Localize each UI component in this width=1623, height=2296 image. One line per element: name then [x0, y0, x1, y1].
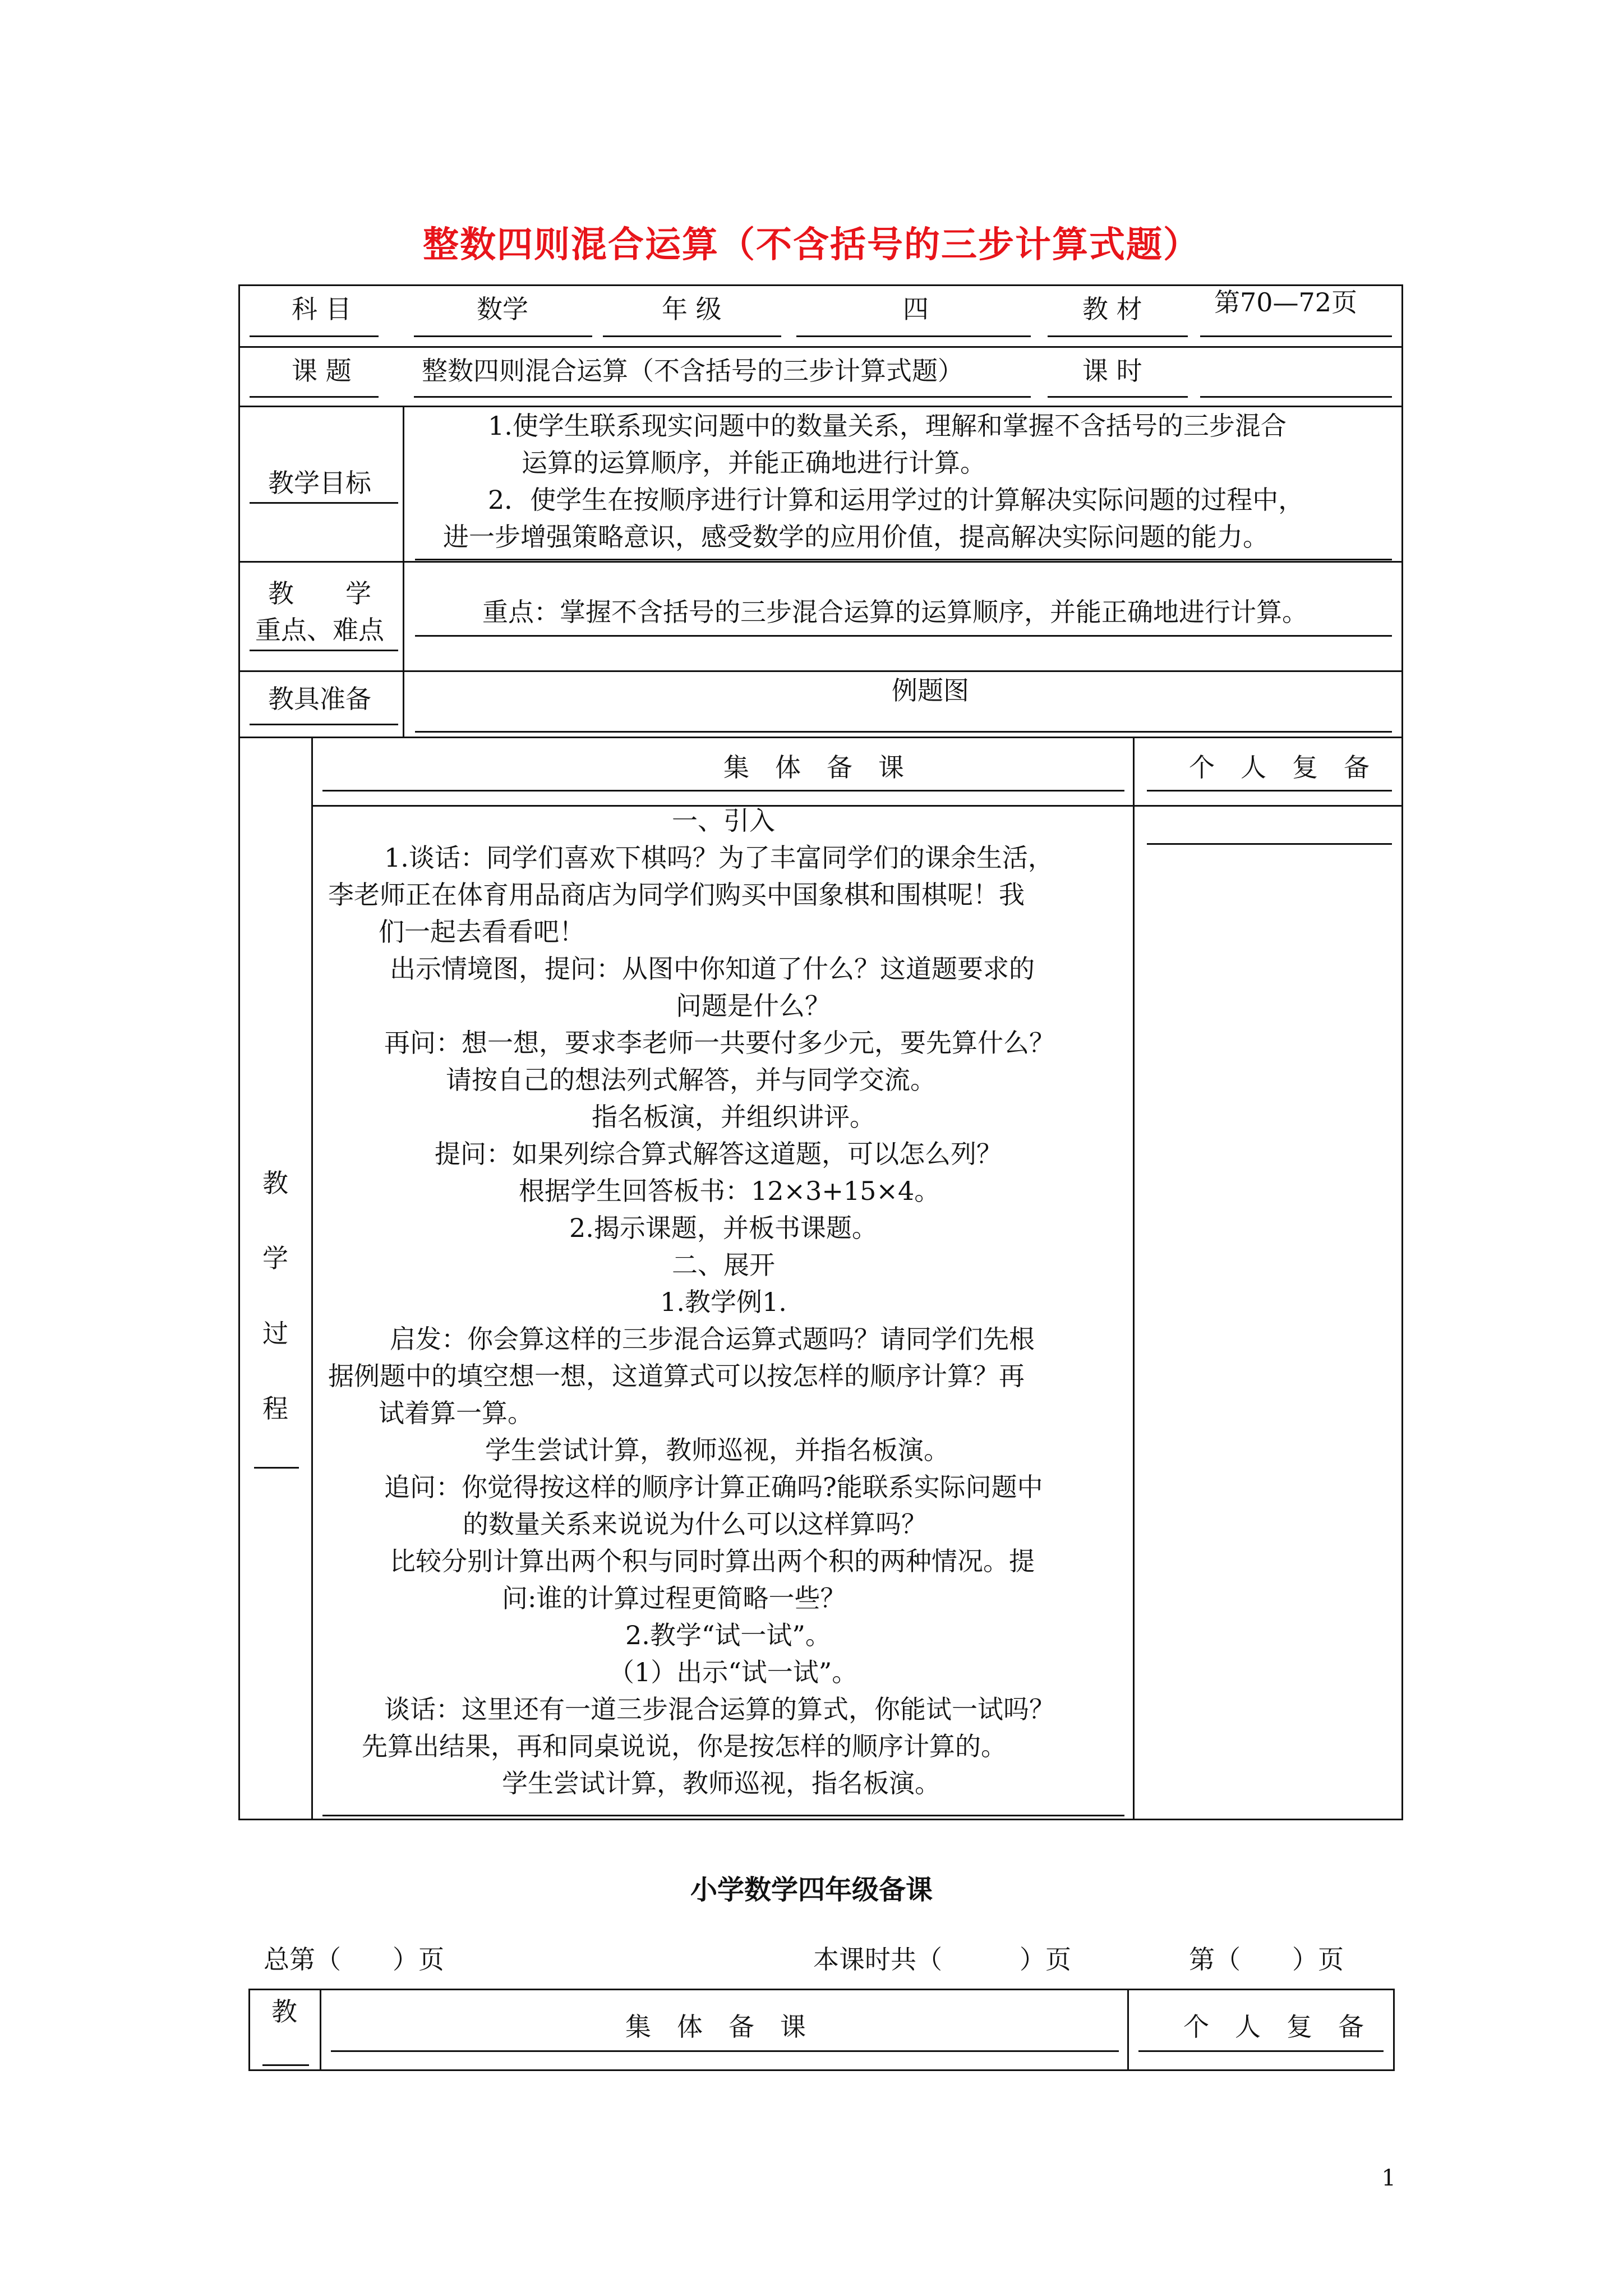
process-line: 们一起去看看吧！ — [379, 917, 585, 947]
process-line: 二、展开 — [672, 1250, 775, 1280]
lesson-pages: 本课时共（ ）页 — [813, 1944, 1071, 1975]
process-line: 问:谁的计算过程更简略一些？ — [502, 1583, 846, 1613]
process-line: 再问：想一想，要求李老师一共要付多少元，要先算什么？ — [384, 1028, 1055, 1058]
process-side-label: 学 — [262, 1243, 288, 1273]
table2-col-personal: 个 人 复 备 — [1183, 2012, 1364, 2042]
process-line: 提问：如果列综合算式解答这道题，可以怎么列？ — [435, 1139, 1002, 1169]
process-line: 1.谈话：同学们喜欢下棋吗？为了丰富同学们的课余生活， — [384, 843, 1054, 873]
process-text — [322, 802, 1124, 1802]
subject-value: 数学 — [477, 294, 528, 324]
hours-label: 课 时 — [1082, 356, 1142, 386]
process-col-personal: 个 人 复 备 — [1189, 752, 1370, 783]
process-line: 请按自己的想法列式解答，并与同学交流。 — [446, 1065, 936, 1095]
process-side-label: 程 — [262, 1393, 288, 1424]
process-line: 1.教学例1. — [660, 1287, 787, 1317]
goals-line: 运算的运算顺序，并能正确地进行计算。 — [522, 448, 986, 478]
process-line: 一、引入 — [672, 806, 775, 836]
process-line: 指名板演，并组织讲评。 — [592, 1102, 875, 1132]
topic-label: 课 题 — [292, 356, 352, 386]
table2-side-label: 教 — [271, 1996, 297, 2027]
process-line: 启发：你会算这样的三步混合运算式题吗？请同学们先根 — [390, 1324, 1035, 1354]
process-line: 谈话：这里还有一道三步混合运算的算式，你能试一试吗？ — [384, 1694, 1055, 1724]
grade-label: 年 级 — [662, 294, 722, 324]
process-line: 学生尝试计算，教师巡视，指名板演。 — [502, 1768, 940, 1798]
process-line: 试着算一算。 — [379, 1398, 533, 1428]
process-line: 据例题中的填空想一想，这道算式可以按怎样的顺序计算？再 — [328, 1361, 1025, 1391]
topic-value: 整数四则混合运算（不含括号的三步计算式题） — [422, 356, 963, 386]
page-of: 第（ ）页 — [1189, 1944, 1344, 1975]
total-page: 总第（ ）页 — [264, 1944, 444, 1975]
table2-col-collective: 集 体 备 课 — [625, 2012, 806, 2042]
process-side-label: 教 — [262, 1168, 288, 1198]
document-title: 整数四则混合运算（不含括号的三步计算式题） — [423, 224, 1200, 266]
process-line: 根据学生回答板书：12×3+15×4。 — [519, 1176, 940, 1206]
goals-label: 教学目标 — [268, 468, 371, 498]
process-col-collective: 集 体 备 课 — [723, 752, 904, 783]
process-line: （1）出示“试一试”。 — [608, 1657, 858, 1687]
process-line: 比较分别计算出两个积与同时算出两个积的两种情况。提 — [390, 1546, 1035, 1576]
tools-label: 教具准备 — [268, 684, 371, 714]
tools-text: 例题图 — [892, 675, 969, 706]
process-line: 问题是什么？ — [676, 991, 831, 1021]
goals-line: 进一步增强策略意识，感受数学的应用价值，提高解决实际问题的能力。 — [443, 522, 1269, 552]
keypoints-label-line1: 教 学 — [268, 578, 371, 609]
process-line: 2.揭示课题，并板书课题。 — [569, 1213, 878, 1243]
goals-line: 1.使学生联系现实问题中的数量关系，理解和掌握不含括号的三步混合 — [488, 411, 1287, 441]
textbook-value: 第70—72页 — [1214, 287, 1358, 318]
process-line: 2.教学“试一试”。 — [625, 1620, 831, 1650]
goals-line: 2．使学生在按顺序进行计算和运用学过的计算解决实际问题的过程中， — [488, 485, 1304, 515]
subject-label: 科 目 — [292, 294, 352, 324]
process-line: 李老师正在体育用品商店为同学们购买中国象棋和围棋呢！我 — [328, 880, 1025, 910]
keypoints-label-line2: 重点、难点 — [255, 615, 384, 645]
process-line: 出示情境图，提问：从图中你知道了什么？这道题要求的 — [390, 954, 1035, 984]
process-line: 学生尝试计算，教师巡视，并指名板演。 — [485, 1435, 949, 1465]
goals-text — [443, 407, 1304, 555]
process-line: 先算出结果，再和同桌说说，你是按怎样的顺序计算的。 — [362, 1731, 1007, 1761]
grade-value: 四 — [903, 294, 929, 324]
textbook-label: 教 材 — [1082, 294, 1142, 324]
process-side-label: 过 — [262, 1318, 288, 1349]
process-line: 追问：你觉得按这样的顺序计算正确吗?能联系实际问题中 — [384, 1472, 1043, 1502]
keypoints-text: 重点：掌握不含括号的三步混合运算的运算顺序，并能正确地进行计算。 — [482, 597, 1308, 627]
process-line: 的数量关系来说说为什么可以这样算吗？ — [463, 1509, 927, 1539]
subtitle: 小学数学四年级备课 — [690, 1874, 933, 1906]
page-number: 1 — [1381, 2165, 1396, 2191]
